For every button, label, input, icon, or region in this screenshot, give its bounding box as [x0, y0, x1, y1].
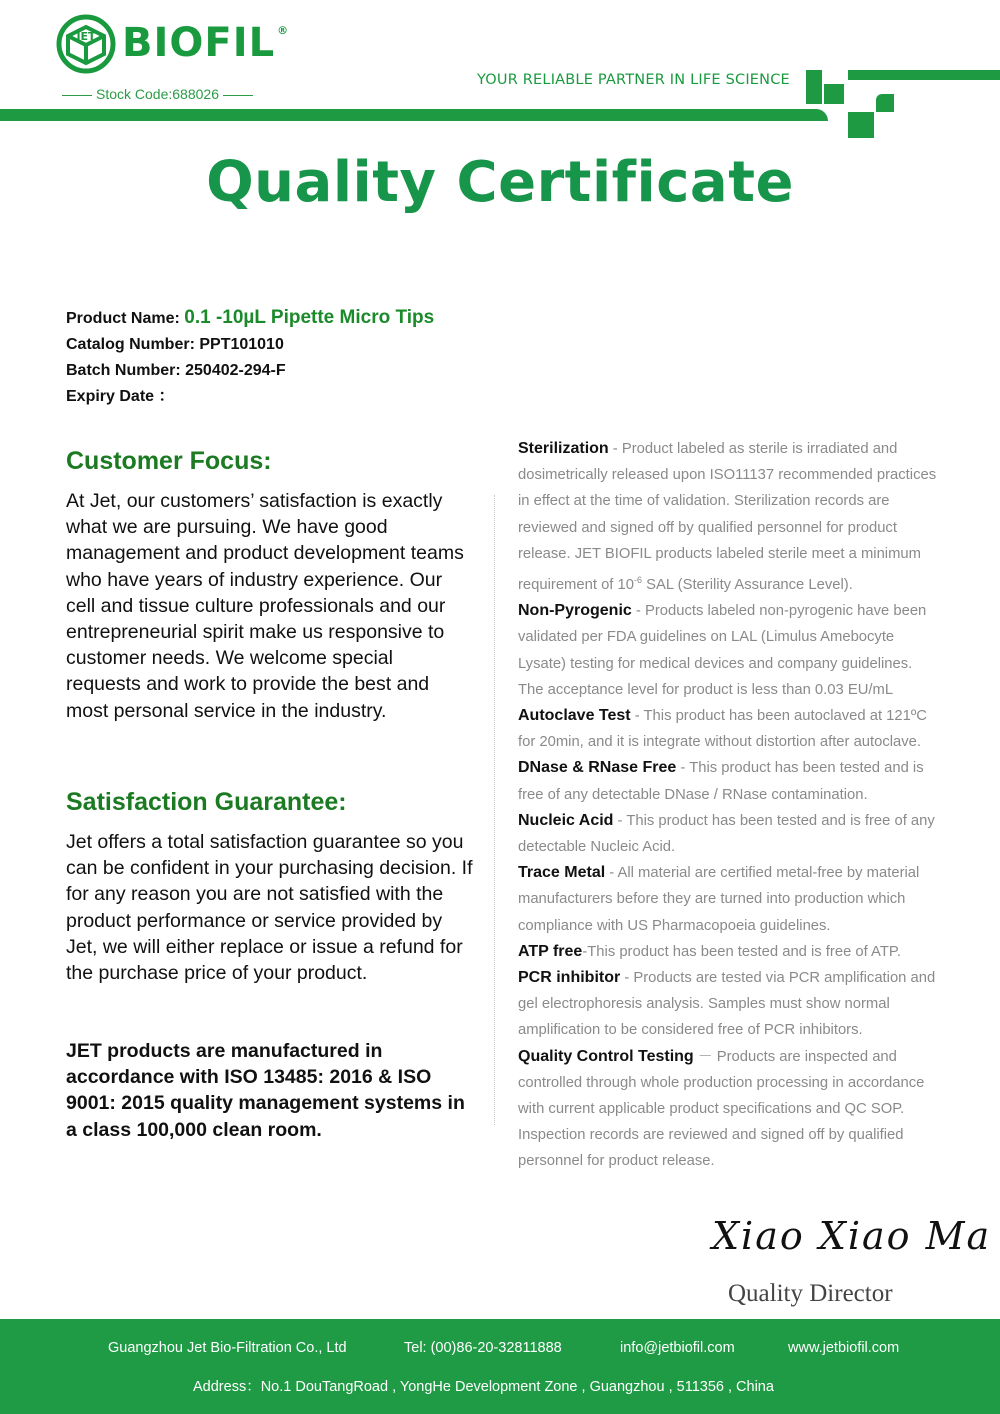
- biofil-logo-icon: [56, 14, 116, 74]
- spec-trace-metal: Trace Metal - All material are certified metal-free by material manufacturers before they are turned into production which compliance with US Pharmacopoeia guidelines.: [518, 864, 920, 934]
- satisfaction-heading: Satisfaction Guarantee:: [66, 788, 347, 816]
- catalog-number: Catalog Number: PPT101010: [66, 336, 284, 353]
- footer-address: Address：No.1 DouTangRoad , YongHe Development Zone , Guangzhou , 511356 , China: [193, 1379, 774, 1395]
- customer-focus-heading: Customer Focus:: [66, 447, 272, 475]
- footer: [0, 1319, 1000, 1414]
- stock-code: [58, 86, 257, 102]
- decor-square: [806, 70, 822, 104]
- signature: Xiao Xiao Ma: [712, 1214, 992, 1258]
- column-divider: [494, 495, 495, 1125]
- header-bar-right: [848, 70, 1000, 80]
- product-info: [66, 305, 434, 410]
- decor-square: [824, 84, 844, 104]
- expiry-date: Expiry Date ：: [66, 388, 175, 405]
- spec-non-pyrogenic: Non-Pyrogenic - Products labeled non-pyrogenic have been validated per FDA guidelines on LAL (Limulus Amebocyte Lysate) testing for medical devices and company guidelines. The acceptance level for product is less than 0.03 EU/mL: [518, 602, 927, 698]
- page-title: Quality Certificate: [206, 150, 794, 215]
- satisfaction-body: Jet offers a total satisfaction guarantee so you can be confident in your purchasing decision. If for any reason you are not satisfied with the product performance or service provided by Jet, we will either replace or issue a refund for the purchase price of your product.: [66, 831, 473, 985]
- iso-statement: JET products are manufactured in accordance with ISO 13485: 2016 & ISO 9001: 2015 quality management systems in a class 100,000 clean room.: [66, 1040, 465, 1141]
- decor-square: [848, 112, 874, 138]
- spec-sterilization: Sterilization - Product labeled as sterile is irradiated and dosimetrically released upon ISO11137 recommended practices in effect at the time of validation. Sterilization records are reviewed and signed off by qualified personnel for product release. JET BIOFIL products labeled sterile meet a minimum requirement of $10^{-6}$ SAL (Sterility Assurance Level).: [518, 440, 937, 593]
- footer-email-link[interactable]: info@jetbiofil.com: [620, 1340, 735, 1356]
- spec-pcr-inhibitor: PCR inhibitor - Products are tested via PCR amplification and gel electrophoresis analysis. Samples must show normal amplification to be considered free of PCR inhibitors.: [518, 968, 936, 1039]
- footer-tel: Tel: (00)86-20-32811888: [404, 1340, 562, 1356]
- stock-code-text: Stock Code:688026: [96, 86, 219, 102]
- spec-quality-control: Quality Control Testing － Products are inspected and controlled through whole production processing in accordance with current applicable product specifications and QC SOP. Inspection records are reviewed and signed off by qualified personnel for product release.: [518, 1047, 925, 1170]
- registered-mark: ®: [277, 24, 290, 37]
- spec-autoclave: Autoclave Test - This product has been autoclaved at 121ºC for 20min, and it is integrate without distortion after autoclave.: [518, 706, 927, 751]
- spec-atp-free: ATP free-This product has been tested and is free of ATP.: [518, 942, 901, 960]
- decor-square: [876, 94, 894, 112]
- batch-number: Batch Number: 250402-294-F: [66, 362, 286, 379]
- tagline: YOUR RELIABLE PARTNER IN LIFE SCIENCE: [477, 72, 790, 88]
- product-name-label: Product Name:: [66, 310, 180, 327]
- spec-dnase-rnase: DNase & RNase Free - This product has been tested and is free of any detectable DNase / RNase contamination.: [518, 759, 924, 803]
- brand-name: BIOFIL ®: [122, 20, 290, 66]
- header-bar: [0, 109, 828, 121]
- footer-website-link[interactable]: www.jetbiofil.com: [788, 1340, 900, 1356]
- customer-focus-body: At Jet, our customers’ satisfaction is exactly what we are pursuing. We have good management and product development teams who have years of industry experience. Our cell and tissue culture professionals and our entrepreneurial spirit make us responsive to customer needs. We welcome special requests and work to provide the best and most personal service in the industry.: [66, 490, 464, 722]
- product-name-value: 0.1 -10µL Pipette Micro Tips: [184, 307, 435, 328]
- footer-company: Guangzhou Jet Bio-Filtration Co., Ltd: [108, 1340, 347, 1356]
- specifications-list: [518, 436, 938, 1175]
- logo-text: JET: [76, 30, 96, 43]
- signatory-title: Quality Director: [728, 1280, 893, 1307]
- spec-nucleic-acid: Nucleic Acid - This product has been tested and is free of any detectable Nucleic Acid.: [518, 811, 935, 855]
